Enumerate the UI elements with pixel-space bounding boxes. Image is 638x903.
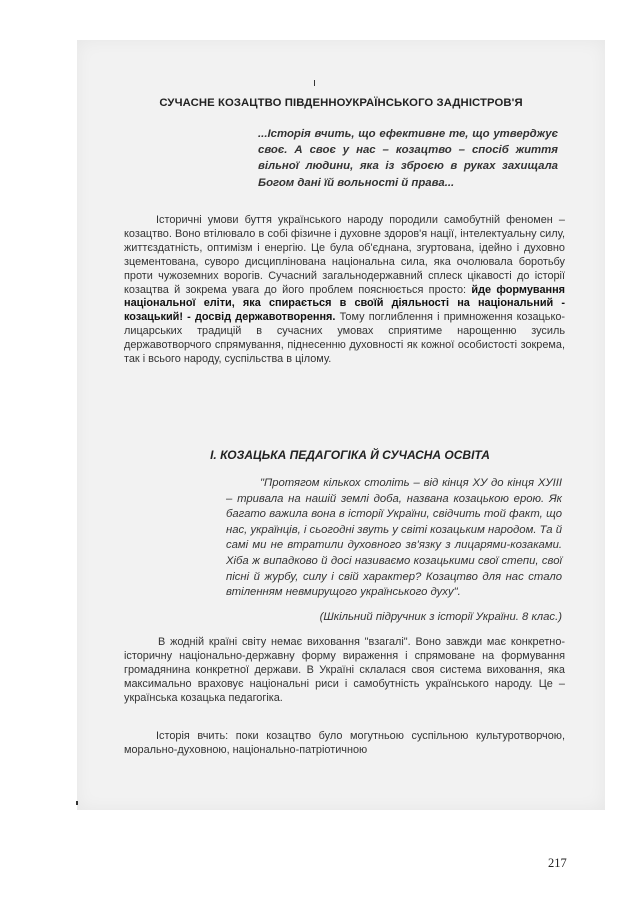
- intro-text: Історичні умови буття українського народу породили самобутній феномен – козацтво. Воно втілювало в собі фізичне і духовне здоров'я нації, інтелектуальну силу, життєздатність, оптимізм і енергію. Це була об'єднана, згуртована, ідейно і духовно зцементована, суворо дисциплінована національна сила, яка очолювала боротьбу проти чужоземних ворогів. Сучасний загальнодержавний сплеск цікавості до історії козацтва й зокрема увага до його проблем пояснюється просто:: [124, 214, 565, 296]
- section-heading: І. КОЗАЦЬКА ПЕДАГОГІКА Й СУЧАСНА ОСВІТА: [210, 448, 490, 462]
- body-paragraph-history-text: Історія вчить: поки козацтво було могутньою суспільною культуротворчою, морально-духовною, національно-патріотичною: [124, 730, 565, 756]
- body-paragraph-history: [124, 730, 565, 758]
- scan-mark-left: [76, 801, 78, 805]
- scan-mark-top: [314, 80, 315, 86]
- body-paragraph-upbringing: [124, 636, 565, 706]
- article-title: СУЧАСНЕ КОЗАЦТВО ПІВДЕННОУКРАЇНСЬКОГО ЗАДНІСТРОВ'Я: [159, 97, 523, 109]
- textbook-quote: [226, 476, 562, 601]
- epigraph-quote: ...Історія вчить, що ефективне те, що утверджує своє. А своє у нас – козацтво – спосіб життя вільної людини, яка із зброєю в руках захищала Богом дані їй вольності й права...: [258, 128, 558, 189]
- page-number: 217: [548, 856, 567, 870]
- textbook-quote-text: "Протягом кількох століть – від кінця XУ до кінця XУIII – тривала на нашій землі доба, названа козацькою ерою. Як багато важила вона в історії України, свідчить той факт, що нас, українців, і сьогодні звуть у світі козацьким народом. Та й самі ми не втратили духовного зв'язку з лицарями-козаками. Хіба ж випадково й досі називаємо козацькими свої степи, свої пісні й журбу, силу і свій характер? Козацтво для нас стало втіленням невмирущого українського духу".: [226, 477, 562, 599]
- intro-paragraph: [124, 214, 565, 367]
- quote-source: (Шкільний підручник з історії України. 8 клас.): [319, 611, 562, 623]
- intro-bold-statement: йде формування національної еліти, яка спирається в своїй діяльності на національний - козацький! - досвід державотворення.: [124, 283, 566, 324]
- body-paragraph-upbringing-text: В жодній країні світу немає виховання "взагалі". Воно завжди має конкретно-історичну національно-державну форму вираження і спрямоване на формування громадянина конкретної держави. В Україні склалася своя система виховання, яка максимально враховує національні риси і самобутність українського народу. Це – українська козацька педагогіка.: [124, 636, 565, 704]
- intro-text-continued: Тому поглиблення і примноження козацько-лицарських традицій в сучасних умовах сприятиме нарощенню зусиль державотворчого спрямування, піднесенню духовності як кожної особистості зокрема, так і всього народу, суспільства в цілому.: [124, 311, 566, 366]
